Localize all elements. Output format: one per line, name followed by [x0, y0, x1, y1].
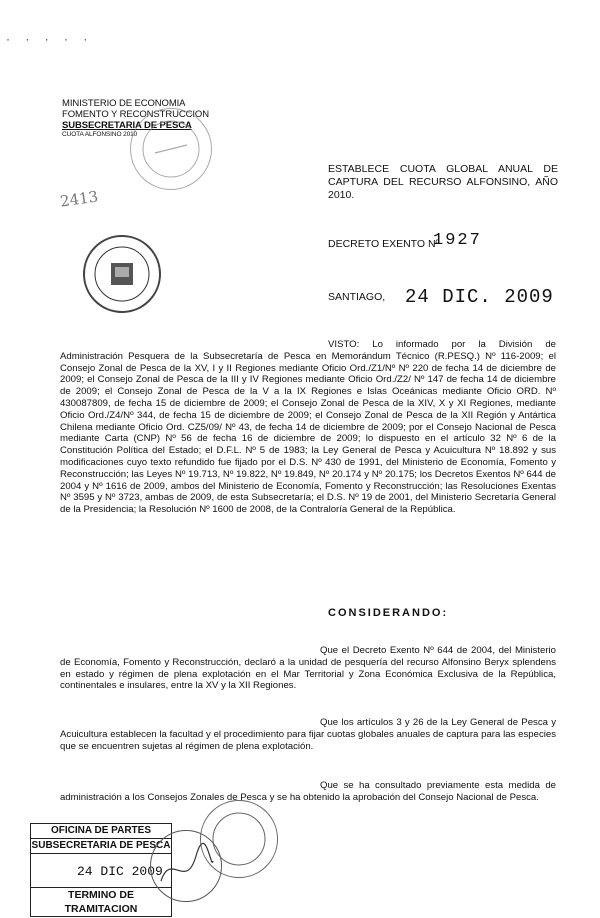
seal-stamp-top	[130, 108, 212, 190]
considerando-paragraph-2	[60, 717, 556, 752]
visto-lead: VISTO:	[328, 339, 360, 350]
margin-number: 2413	[58, 187, 100, 211]
subsecretaria-line: SUBSECRETARIA DE PESCA	[62, 120, 192, 131]
city-label: SANTIAGO,	[328, 291, 386, 303]
cuota-stamp-text: CUOTA ALFONSINO 2010	[62, 131, 138, 138]
ministry-line-1: MINISTERIO DE ECONOMIA	[62, 98, 186, 109]
decree-title: ESTABLECE CUOTA GLOBAL ANUAL DE CAPTURA DEL RECURSO ALFONSINO, AÑO 2010.	[328, 163, 558, 201]
margin-marks: · · · · ·	[6, 32, 94, 46]
official-seal	[83, 235, 161, 313]
decreto-number: 1927	[433, 231, 482, 250]
decreto-label: DECRETO EXENTO Nº	[328, 238, 440, 250]
considerando-paragraph-3	[60, 780, 556, 804]
considerando-p2-text: Que los artículos 3 y 26 de la Ley General de Pesca y Acuicultura establecen la facultad y el procedimiento para fijar cuotas globales anuales de captura para las especies que se encuentren sujetas al régimen de plena explotación.	[60, 717, 556, 752]
ministry-line-2: FOMENTO Y RECONSTRUCCION	[62, 109, 209, 120]
considerando-p1-text: Que el Decreto Exento Nº 644 de 2004, del Ministerio de Economía, Fomento y Reconstrucción, declaró a la unidad de pesquería del recurso Alfonsino Beryx splendens en estado y régimen de plena explotación en el Mar Territorial y Zona Económica Exclusiva de la República, continentales e insulares, entre la XV y la XII Regiones.	[60, 645, 556, 692]
oficina-termino: TERMINO DE TRAMITACION	[31, 887, 171, 916]
visto-text: Lo informado por la División de Administración Pesquera de la Subsecretaría de Pesca en Memorándum Técnico (R.PESQ.) Nº 116-2009; el Consejo Zonal de Pesca de la XV, I y II Regiones mediante Oficio Ord./Z1/Nº Nº 220 de fecha 14 de diciembre de 2009; el Consejo Zonal de Pesca de la III y IV Regiones mediante Oficio Ord./Z2/ Nº 147 de fecha 14 de diciembre de 2009; el Consejo Zonal de Pesca de la V a la IX Regiones e Islas Oceánicas mediante Oficio ORD. Nº 430087809, de fecha 15 de diciembre de 2009; el Consejo Zonal de Pesca de la XIV, X y XI Regiones, mediante Oficio Ord./Z4/Nº 344, de fecha 15 de diciembre de 2009; el Consejo Zonal de Pesca de la XII Región y Antártica Chilena mediante Oficio Ord. CZ5/09/ Nº 43, de fecha 14 de diciembre de 2009; por el Consejo Nacional de Pesca mediante Carta (CNP) Nº 56 de fecha 16 de diciembre de 2009; lo dispuesto en el artículo 32 Nº 6 de la Constitución Política del Estado; el D.F.L. Nº 5 de 1983; la Ley General de Pesca y Acuicultura Nº 18.892 y sus modificaciones cuyo texto refundido fue fijado por el D.S. Nº 430 de 1991, del Ministerio de Economía, Fomento y Reconstrucción; las Leyes Nº 19.713, Nº 19.822, Nº 19.849, Nº 20.174 y Nº 20.175; los Decretos Exentos Nº 644 de 2004 y Nº 1616 de 2009, ambos del Ministerio de Economía, Fomento y Reconstrucción; las Resoluciones Exentas Nº 3595 y Nº 3723, ambas de 2009, de esta Subsecretaría; el D.S. Nº 19 de 2001, del Ministerio Secretaría General de la Presidencia; la Resolución Nº 1600 de 2008, de la Contraloría General de la República.	[60, 339, 556, 516]
considerando-heading: CONSIDERANDO:	[328, 607, 449, 619]
considerando-p3-text: Que se ha consultado previamente esta medida de administración a los Consejos Zonales de Pesca y se ha obtenido la aprobación del Consejo Nacional de Pesca.	[60, 780, 556, 803]
signature-scribble-icon	[151, 831, 221, 901]
seal-ring-icon	[131, 109, 211, 189]
oficina-line-1: OFICINA DE PARTES	[31, 824, 171, 839]
oficina-line-2: SUBSECRETARIA DE PESCA	[31, 839, 171, 854]
oficina-date: 24 DIC 2009	[77, 864, 163, 879]
considerando-paragraph-1	[60, 645, 556, 692]
decree-date: 24 DIC. 2009	[405, 286, 554, 308]
seal-stamp-bottom-left	[150, 830, 222, 902]
visto-paragraph	[60, 339, 556, 516]
seal-emblem-icon	[85, 237, 159, 311]
